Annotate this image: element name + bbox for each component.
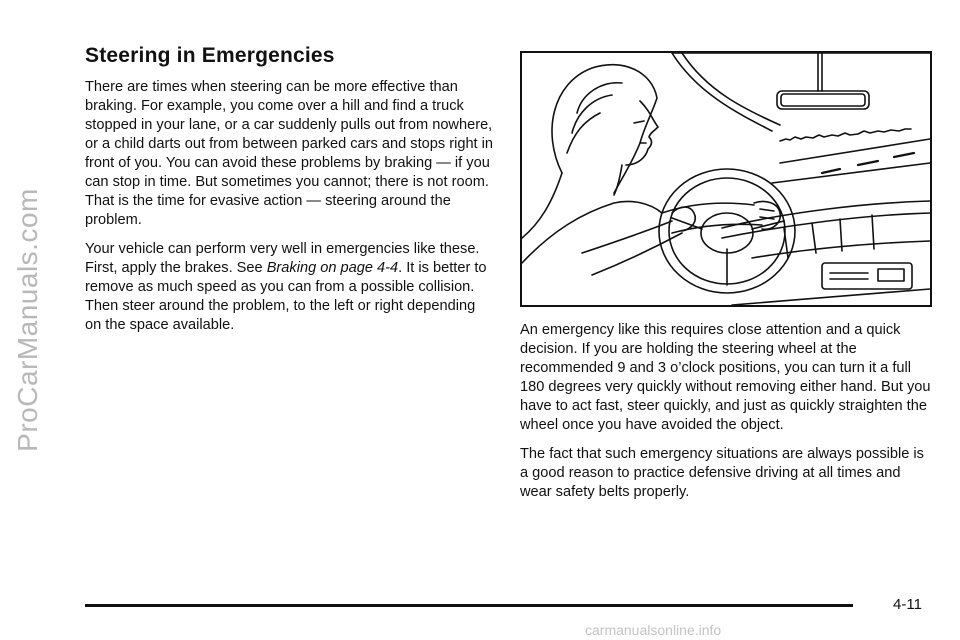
left-column bbox=[85, 44, 495, 345]
rearview-mirror bbox=[777, 53, 869, 109]
road-lane-marks bbox=[822, 153, 914, 173]
paragraph-defensive-driving: The fact that such emergency situations are always possible is a good reason to practice defensive driving at all times and wear safety belts properly. bbox=[520, 446, 924, 500]
road-edge bbox=[780, 139, 930, 163]
a-pillar bbox=[672, 53, 772, 131]
section-heading: Steering in Emergencies bbox=[85, 44, 335, 67]
braking-cross-reference-link[interactable]: Braking on page 4-4 bbox=[266, 260, 399, 276]
paragraph-procedure-end: . It is better to remove as much speed as you can from a possible collision. Then steer around the problem, to the left or right depending on the space available. bbox=[85, 260, 487, 333]
horizon-treeline bbox=[780, 129, 911, 141]
footer-rule bbox=[85, 604, 853, 607]
paragraph-procedure-start: Your vehicle can perform very well in emergencies like these. First, apply the brakes. See bbox=[85, 241, 480, 276]
site-watermark: carmanualsonline.info bbox=[585, 622, 722, 638]
dashboard bbox=[722, 201, 930, 305]
paragraph-steering-technique: An emergency like this requires close attention and a quick decision. If you are holding the steering wheel at the recommended 9 and 3 o’clock positions, you can turn it a full 180 degrees very quickly without removing either hand. But you have to act fast, steer quickly, and just as quickly straighten the wheel once you have avoided the object. bbox=[520, 322, 931, 433]
driver-steering-illustration bbox=[520, 51, 932, 307]
page-number: 4-11 bbox=[893, 596, 922, 613]
paragraph-procedure bbox=[85, 240, 495, 335]
paragraph-intro: There are times when steering can be more effective than braking. For example, you come over a hill and find a truck stopped in your lane, or a car suddenly pulls out from nowhere, or a child darts out from between parked cars and stops right in front of you. You can avoid these problems by braking — if you can stop in time. But sometimes you cannot; there is not room. That is the time for evasive action — steering around the problem. bbox=[85, 79, 494, 228]
right-column bbox=[520, 51, 932, 512]
watermark-text: ProCarManuals.com bbox=[12, 188, 43, 452]
